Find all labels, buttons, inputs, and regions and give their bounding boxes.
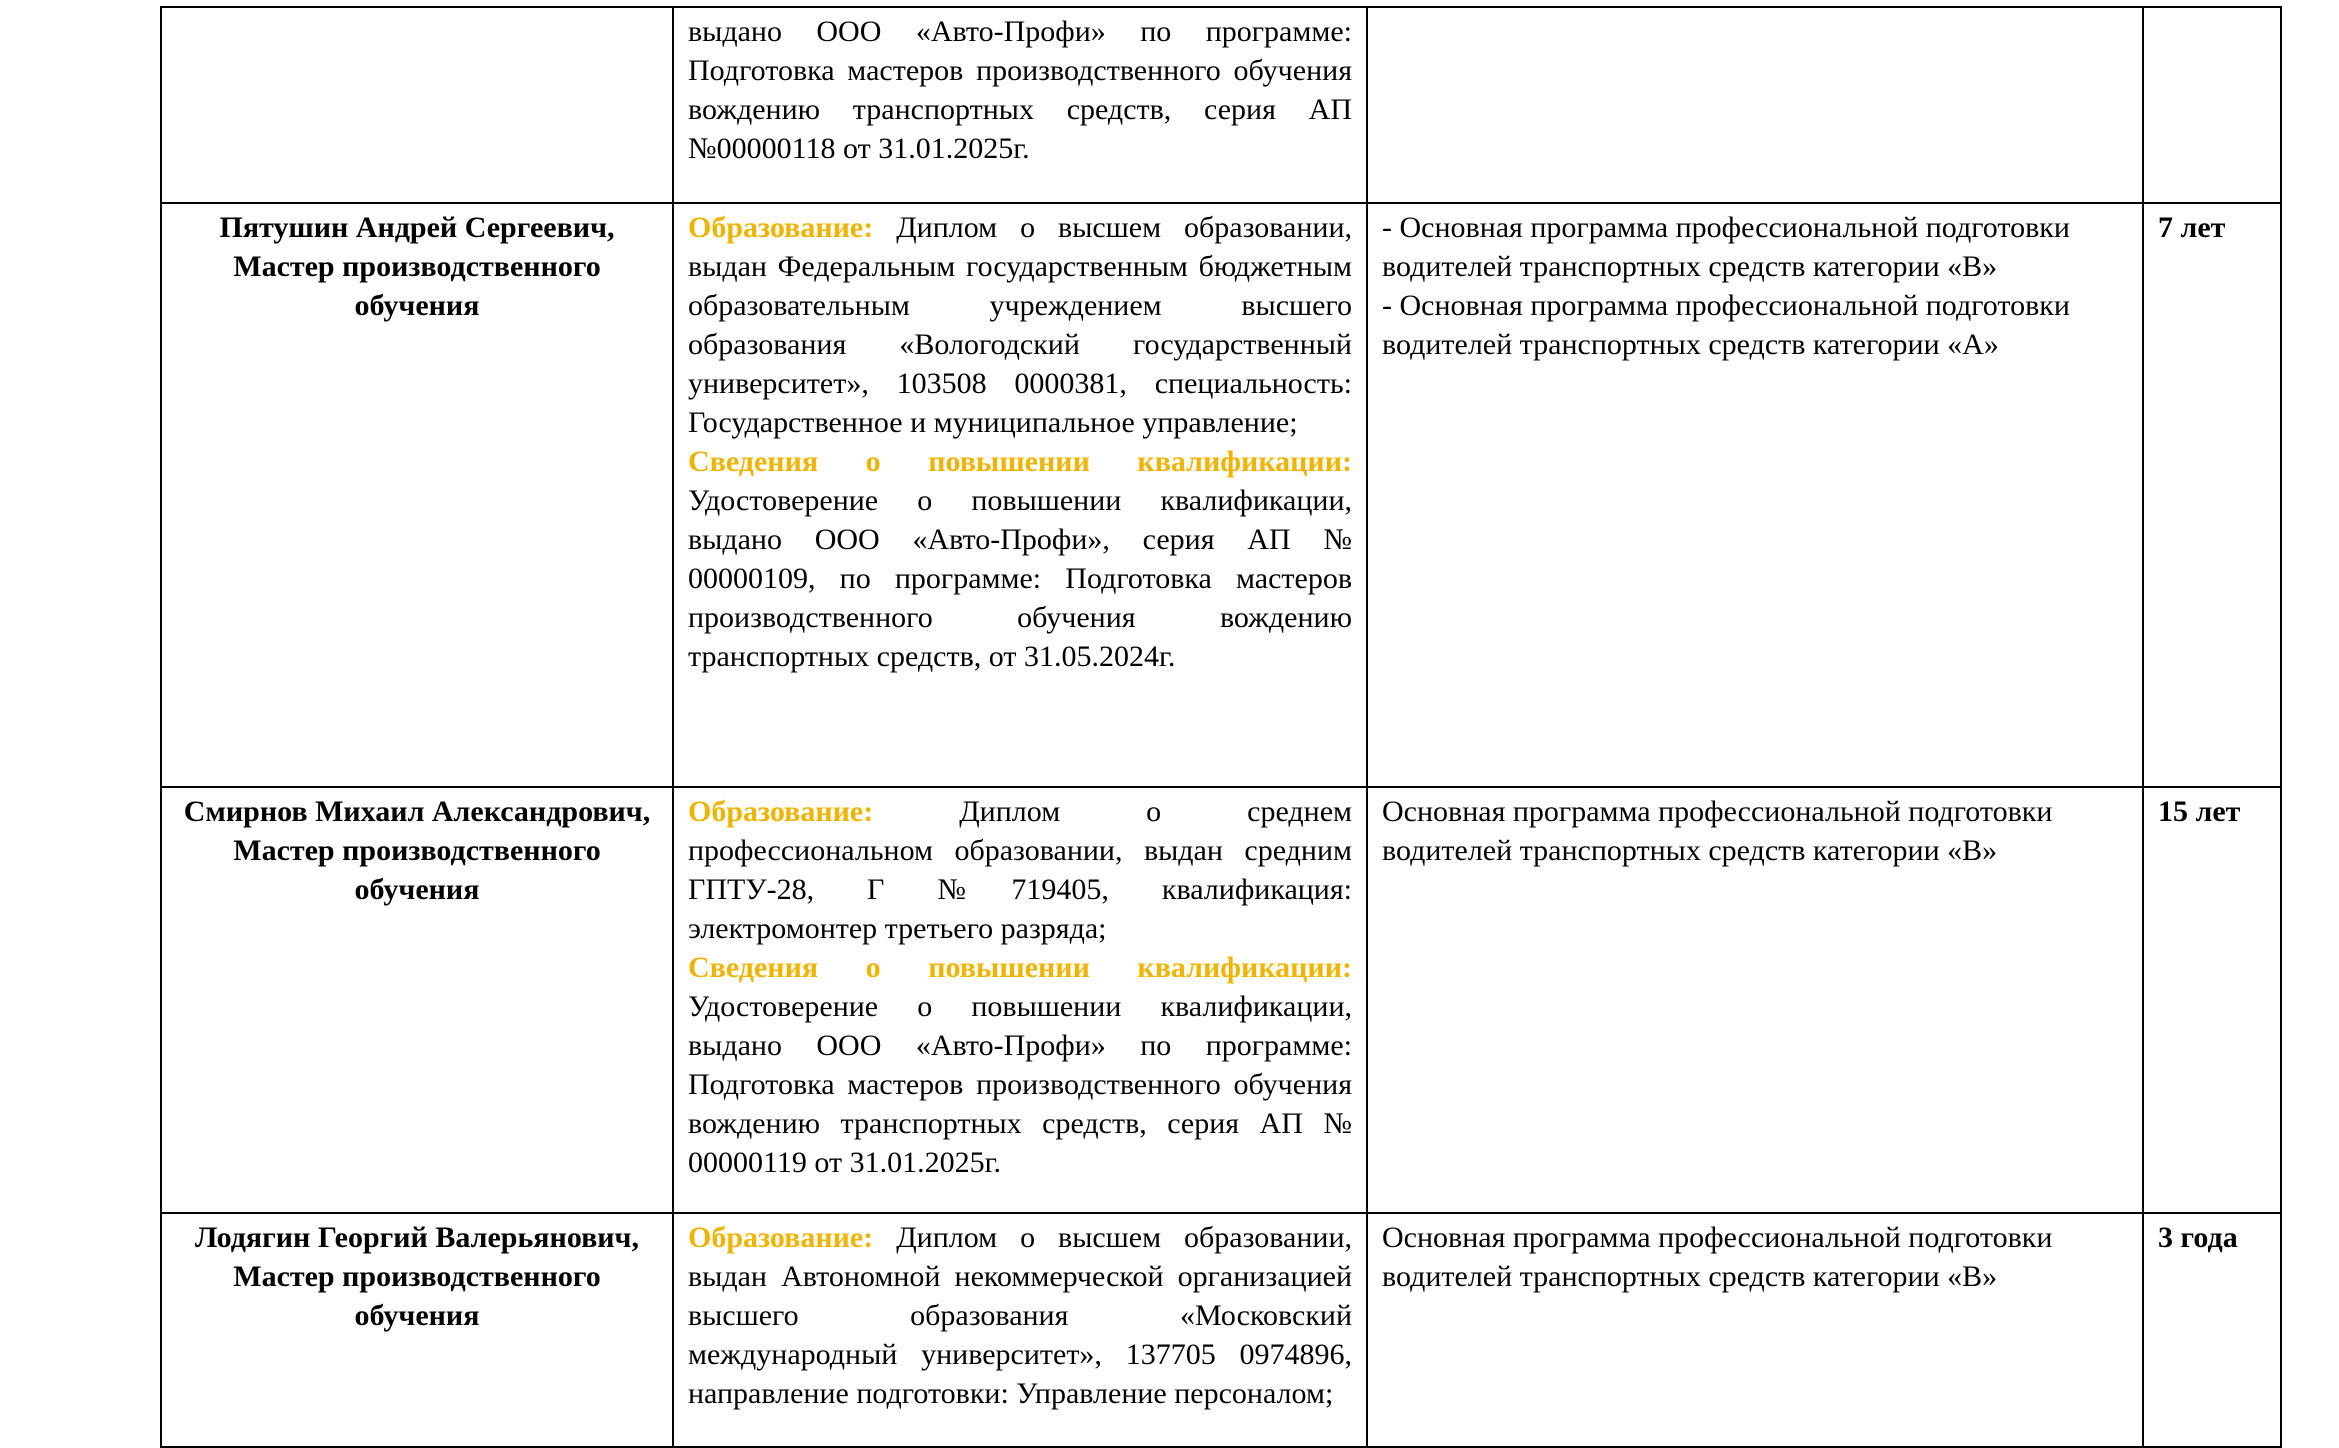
- education-label: Образование:: [688, 1221, 874, 1254]
- education-label: Образование:: [688, 211, 874, 244]
- education-cell: [673, 787, 1367, 1213]
- education-text: Диплом о высшем образовании, выдан Автономной некоммерческой организацией высшего образования «Московский международный университет», 137705 0974896, направление подготовки: Управление персоналом;: [688, 1221, 1353, 1410]
- qualification-block: [688, 948, 1352, 1182]
- teacher-name: Пятушин Андрей Сергеевич,: [219, 211, 615, 244]
- name-cell: [161, 1213, 673, 1447]
- name-cell: [161, 787, 673, 1213]
- education-text: Диплом о высшем образовании, выдан Федеральным государственным бюджетным образовательным учреждением высшего образования «Вологодский государственный университет», 103508 0000381, специальность: Государственное и муниципальное управление;: [688, 211, 1353, 439]
- qualification-label: Сведения о повышении квалификации:: [688, 951, 1352, 984]
- teacher-position: Мастер производственного обучения: [233, 250, 601, 322]
- table-row: [161, 203, 2281, 787]
- name-cell: [161, 7, 673, 203]
- education-text: выдано ООО «Авто-Профи» по программе: Подготовка мастеров производственного обучения вождению транспортных средств, серия АП №00000118 от 31.01.2025г.: [688, 15, 1352, 165]
- education-cell: [673, 7, 1367, 203]
- education-block: [688, 792, 1352, 948]
- teacher-name: Смирнов Михаил Александрович,: [183, 795, 651, 828]
- teacher-position: Мастер производственного обучения: [233, 1260, 601, 1332]
- teacher-position: Мастер производственного обучения: [233, 834, 601, 906]
- program-item: Основная программа профессиональной подготовки водителей транспортных средств категории «В»: [1382, 1221, 2053, 1293]
- program-item: - Основная программа профессиональной подготовки водителей транспортных средств категории «А»: [1382, 289, 2070, 361]
- programs-cell: [1367, 1213, 2143, 1447]
- experience-value: 3 года: [2158, 1221, 2238, 1254]
- education-block: [688, 208, 1352, 442]
- experience-cell: [2143, 1213, 2281, 1447]
- qualification-text: Удостоверение о повышении квалификации, выдано ООО «Авто-Профи» по программе: Подготовка мастеров производственного обучения вождению транспортных средств, серия АП № 00000119 от 31.01.2025г.: [688, 990, 1352, 1179]
- qualification-text: Удостоверение о повышении квалификации, выдано ООО «Авто-Профи», серия АП № 00000109, по программе: Подготовка мастеров производственного обучения вождению транспортных средств, от 31.05.2024г.: [688, 484, 1352, 673]
- staff-table: [160, 6, 2282, 1448]
- programs-cell: [1367, 203, 2143, 787]
- experience-value: 7 лет: [2158, 211, 2226, 244]
- table-row: [161, 787, 2281, 1213]
- experience-cell: [2143, 7, 2281, 203]
- table-row: [161, 1213, 2281, 1447]
- qualification-label: Сведения о повышении квалификации:: [688, 445, 1352, 478]
- teacher-name: Лодягин Георгий Валерьянович,: [195, 1221, 639, 1254]
- qualification-block: [688, 442, 1352, 676]
- name-cell: [161, 203, 673, 787]
- experience-value: 15 лет: [2158, 795, 2241, 828]
- education-label: Образование:: [688, 795, 874, 828]
- table-row: [161, 7, 2281, 203]
- education-cell: [673, 1213, 1367, 1447]
- program-item: - Основная программа профессиональной подготовки водителей транспортных средств категории «В»: [1382, 211, 2070, 283]
- education-text: Диплом о среднем профессиональном образовании, выдан средним ГПТУ-28, Г №719405, квалификация: электромонтер третьего разряда;: [688, 795, 1352, 945]
- program-item: Основная программа профессиональной подготовки водителей транспортных средств категории «В»: [1382, 795, 2053, 867]
- programs-cell: [1367, 787, 2143, 1213]
- experience-cell: [2143, 787, 2281, 1213]
- education-cell: [673, 203, 1367, 787]
- programs-cell: [1367, 7, 2143, 203]
- experience-cell: [2143, 203, 2281, 787]
- education-block: [688, 1218, 1352, 1413]
